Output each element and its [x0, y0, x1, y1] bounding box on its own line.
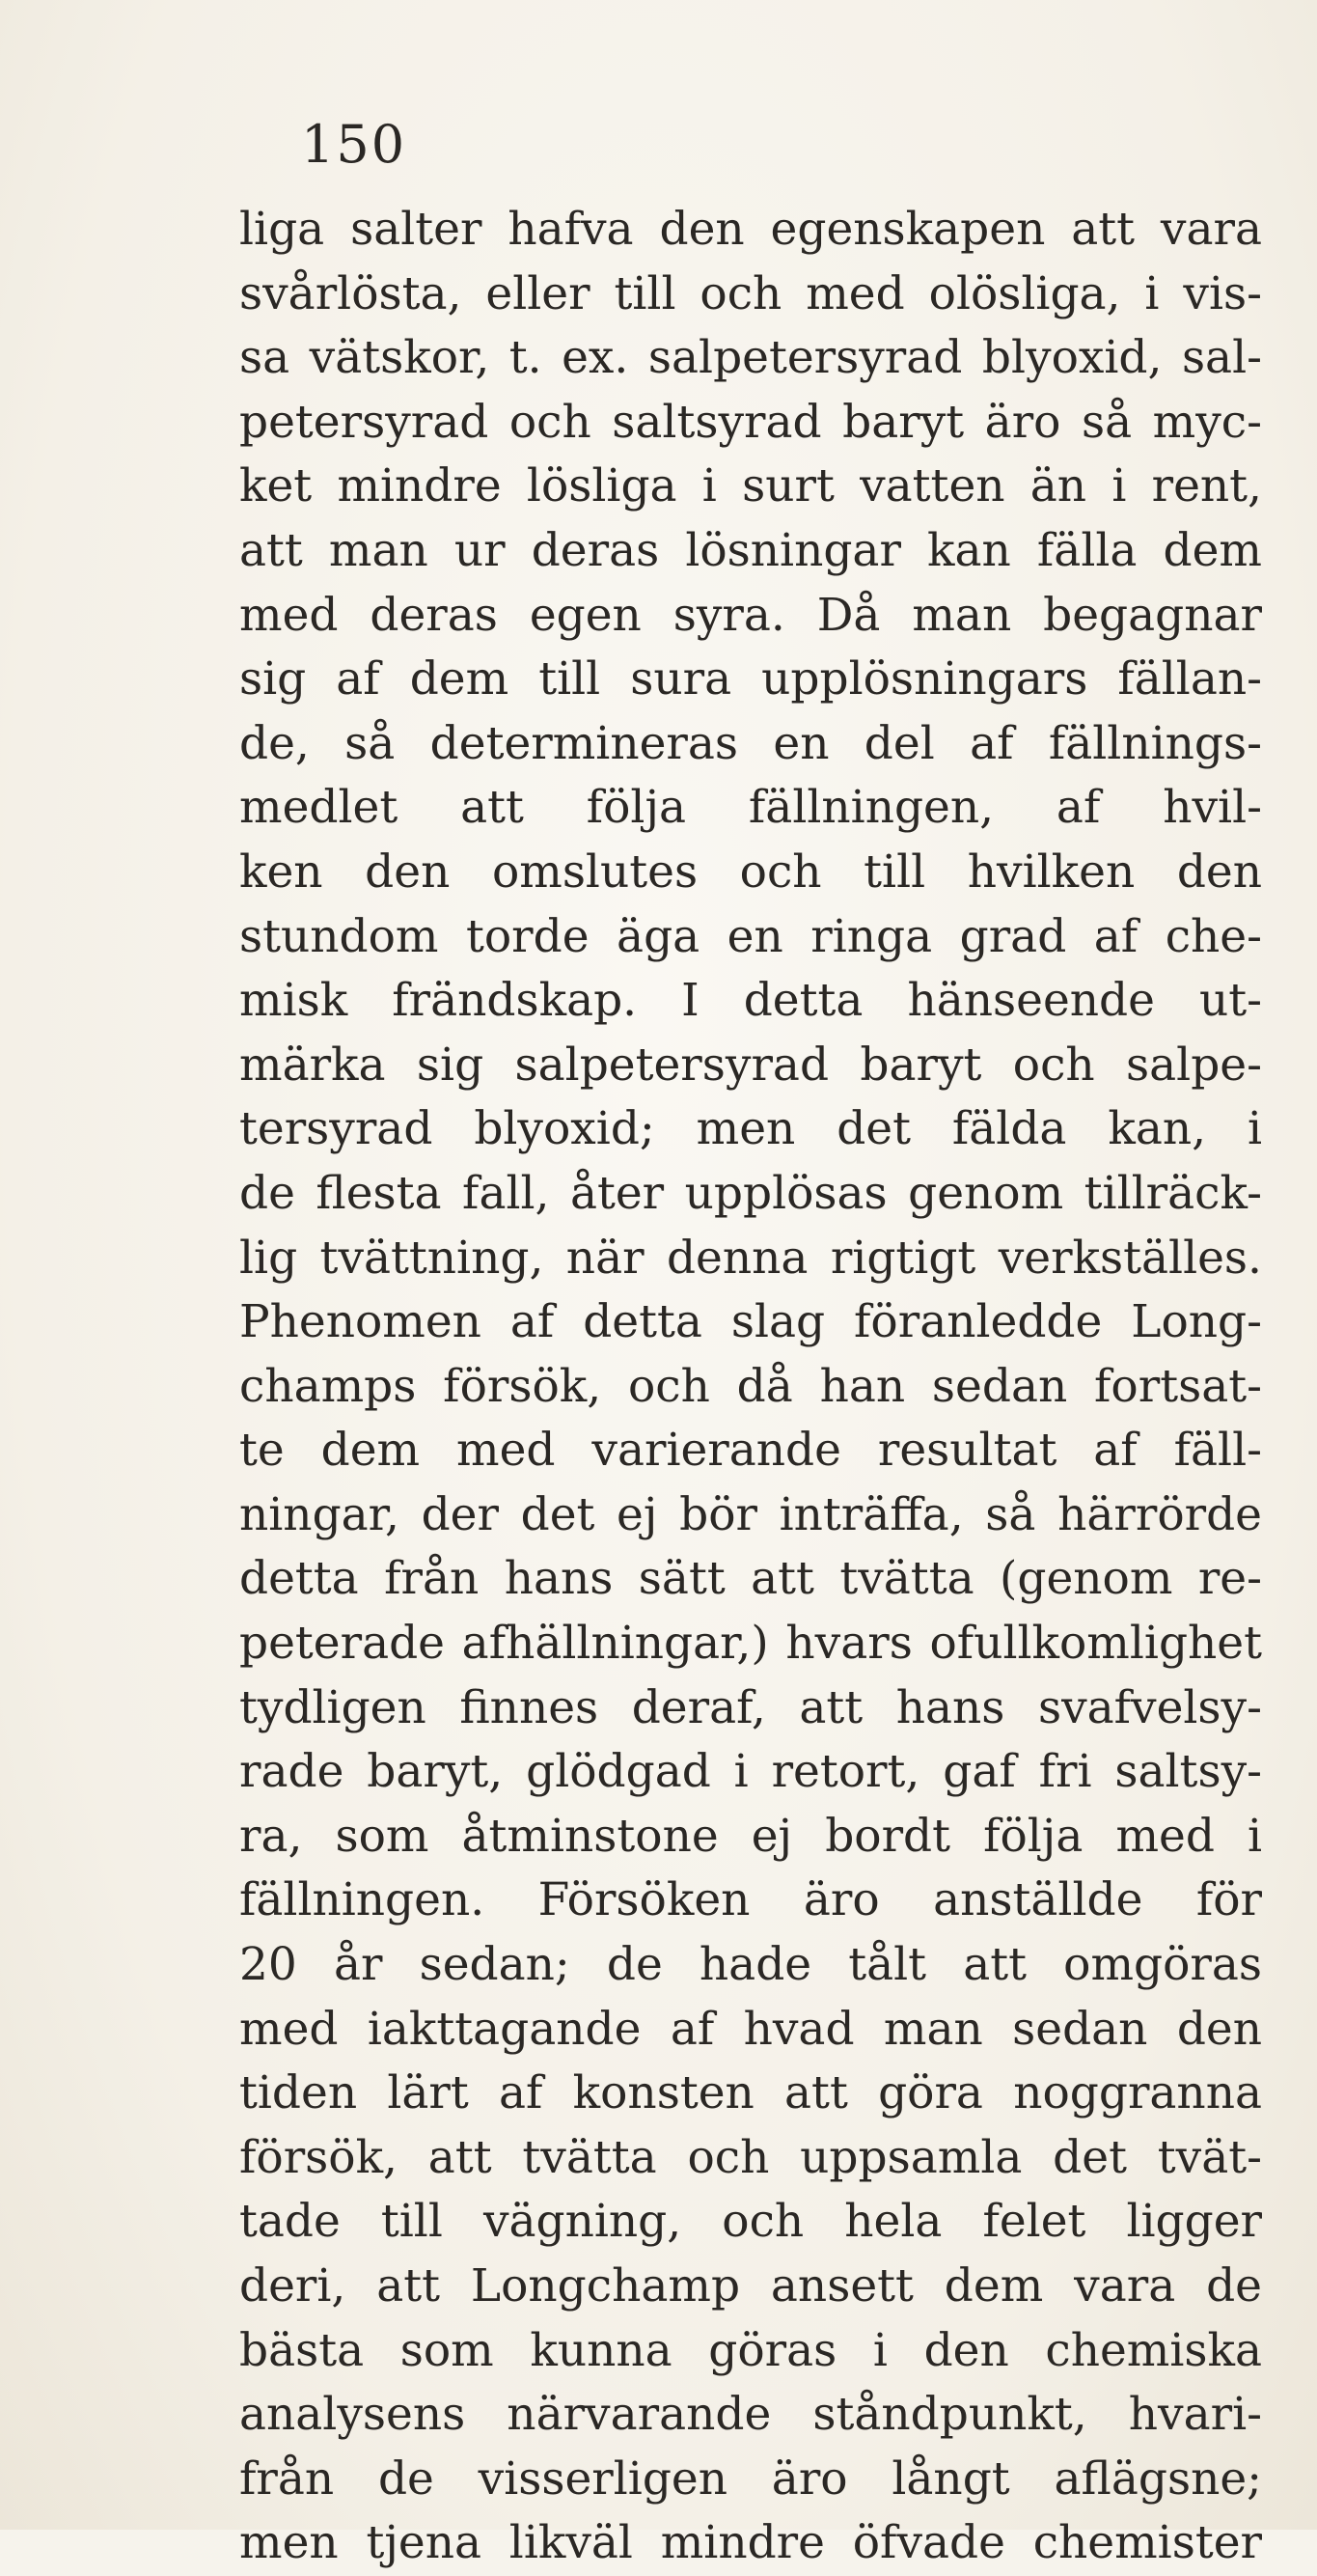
text-line: petersyrad och saltsyrad baryt äro så myc- — [239, 395, 1262, 449]
text-line: ningar, der det ej bör inträffa, så härrörde — [239, 1487, 1262, 1541]
text-line: sig af dem till sura upplösningars fällan- — [239, 652, 1262, 706]
text-line: detta från hans sätt att tvätta (genom re- — [239, 1552, 1262, 1606]
text-line: men tjena likväl mindre öfvade chemister — [239, 2516, 1262, 2570]
text-line: svårlösta, eller till och med olösliga, i vis- — [239, 266, 1262, 320]
text-line: tydligen finnes deraf, att hans svafvelsy- — [239, 1680, 1262, 1734]
text-line: lig tvättning, när denna rigtigt verkställes. — [239, 1231, 1262, 1285]
text-line: bästa som kunna göras i den chemiska — [239, 2323, 1262, 2377]
text-line: Phenomen af detta slag föranledde Long- — [239, 1295, 1262, 1349]
text-line: tade till vägning, och hela felet ligger — [239, 2195, 1262, 2249]
text-line: sa vätskor, t. ex. salpetersyrad blyoxid, sal- — [239, 331, 1262, 385]
text-line: liga salter hafva den egenskapen att vara — [239, 203, 1262, 256]
text-line: champs försök, och då han sedan fortsat- — [239, 1359, 1262, 1413]
text-line: försök, att tvätta och uppsamla det tvät- — [239, 2130, 1262, 2184]
page-number: 150 — [301, 114, 407, 175]
text-line: rade baryt, glödgad i retort, gaf fri saltsy- — [239, 1745, 1262, 1799]
text-line: märka sig salpetersyrad baryt och salpe- — [239, 1038, 1262, 1092]
text-line: från de visserligen äro långt aflägsne; — [239, 2451, 1262, 2506]
text-line: analysens närvarande ståndpunkt, hvari- — [239, 2388, 1262, 2442]
text-line: de flesta fall, åter upplösas genom tillräck- — [239, 1166, 1262, 1220]
text-line: med deras egen syra. Då man begagnar — [239, 588, 1262, 642]
text-line: 20 år sedan; de hade tålt att omgöras — [239, 1938, 1262, 1992]
text-line: ket mindre lösliga i surt vatten än i rent, — [239, 459, 1262, 513]
text-line: te dem med varierande resultat af fäll- — [239, 1424, 1262, 1478]
text-line: ken den omslutes och till hvilken den — [239, 845, 1262, 899]
text-line: misk frändskap. I detta hänseende ut- — [239, 974, 1262, 1028]
text-line: deri, att Longchamp ansett dem vara de — [239, 2259, 1262, 2313]
text-line: de, så determineras en del af fällnings- — [239, 716, 1262, 770]
text-line: med iakttagande af hvad man sedan den — [239, 2002, 1262, 2056]
text-line: ra, som åtminstone ej bordt följa med i — [239, 1809, 1262, 1863]
text-line: fällningen. Försöken äro anställde för — [239, 1873, 1262, 1927]
text-line: peterade afhällningar,) hvars ofullkomlighet — [239, 1617, 1262, 1671]
body-text — [239, 198, 1262, 2576]
text-line: tiden lärt af konsten att göra noggranna — [239, 2066, 1262, 2120]
text-line: tersyrad blyoxid; men det fälda kan, i — [239, 1102, 1262, 1156]
text-line: medlet att följa fällningen, af hvil- — [239, 781, 1262, 835]
text-line: att man ur deras lösningar kan fälla dem — [239, 523, 1262, 577]
text-line: stundom torde äga en ringa grad af che- — [239, 909, 1262, 963]
